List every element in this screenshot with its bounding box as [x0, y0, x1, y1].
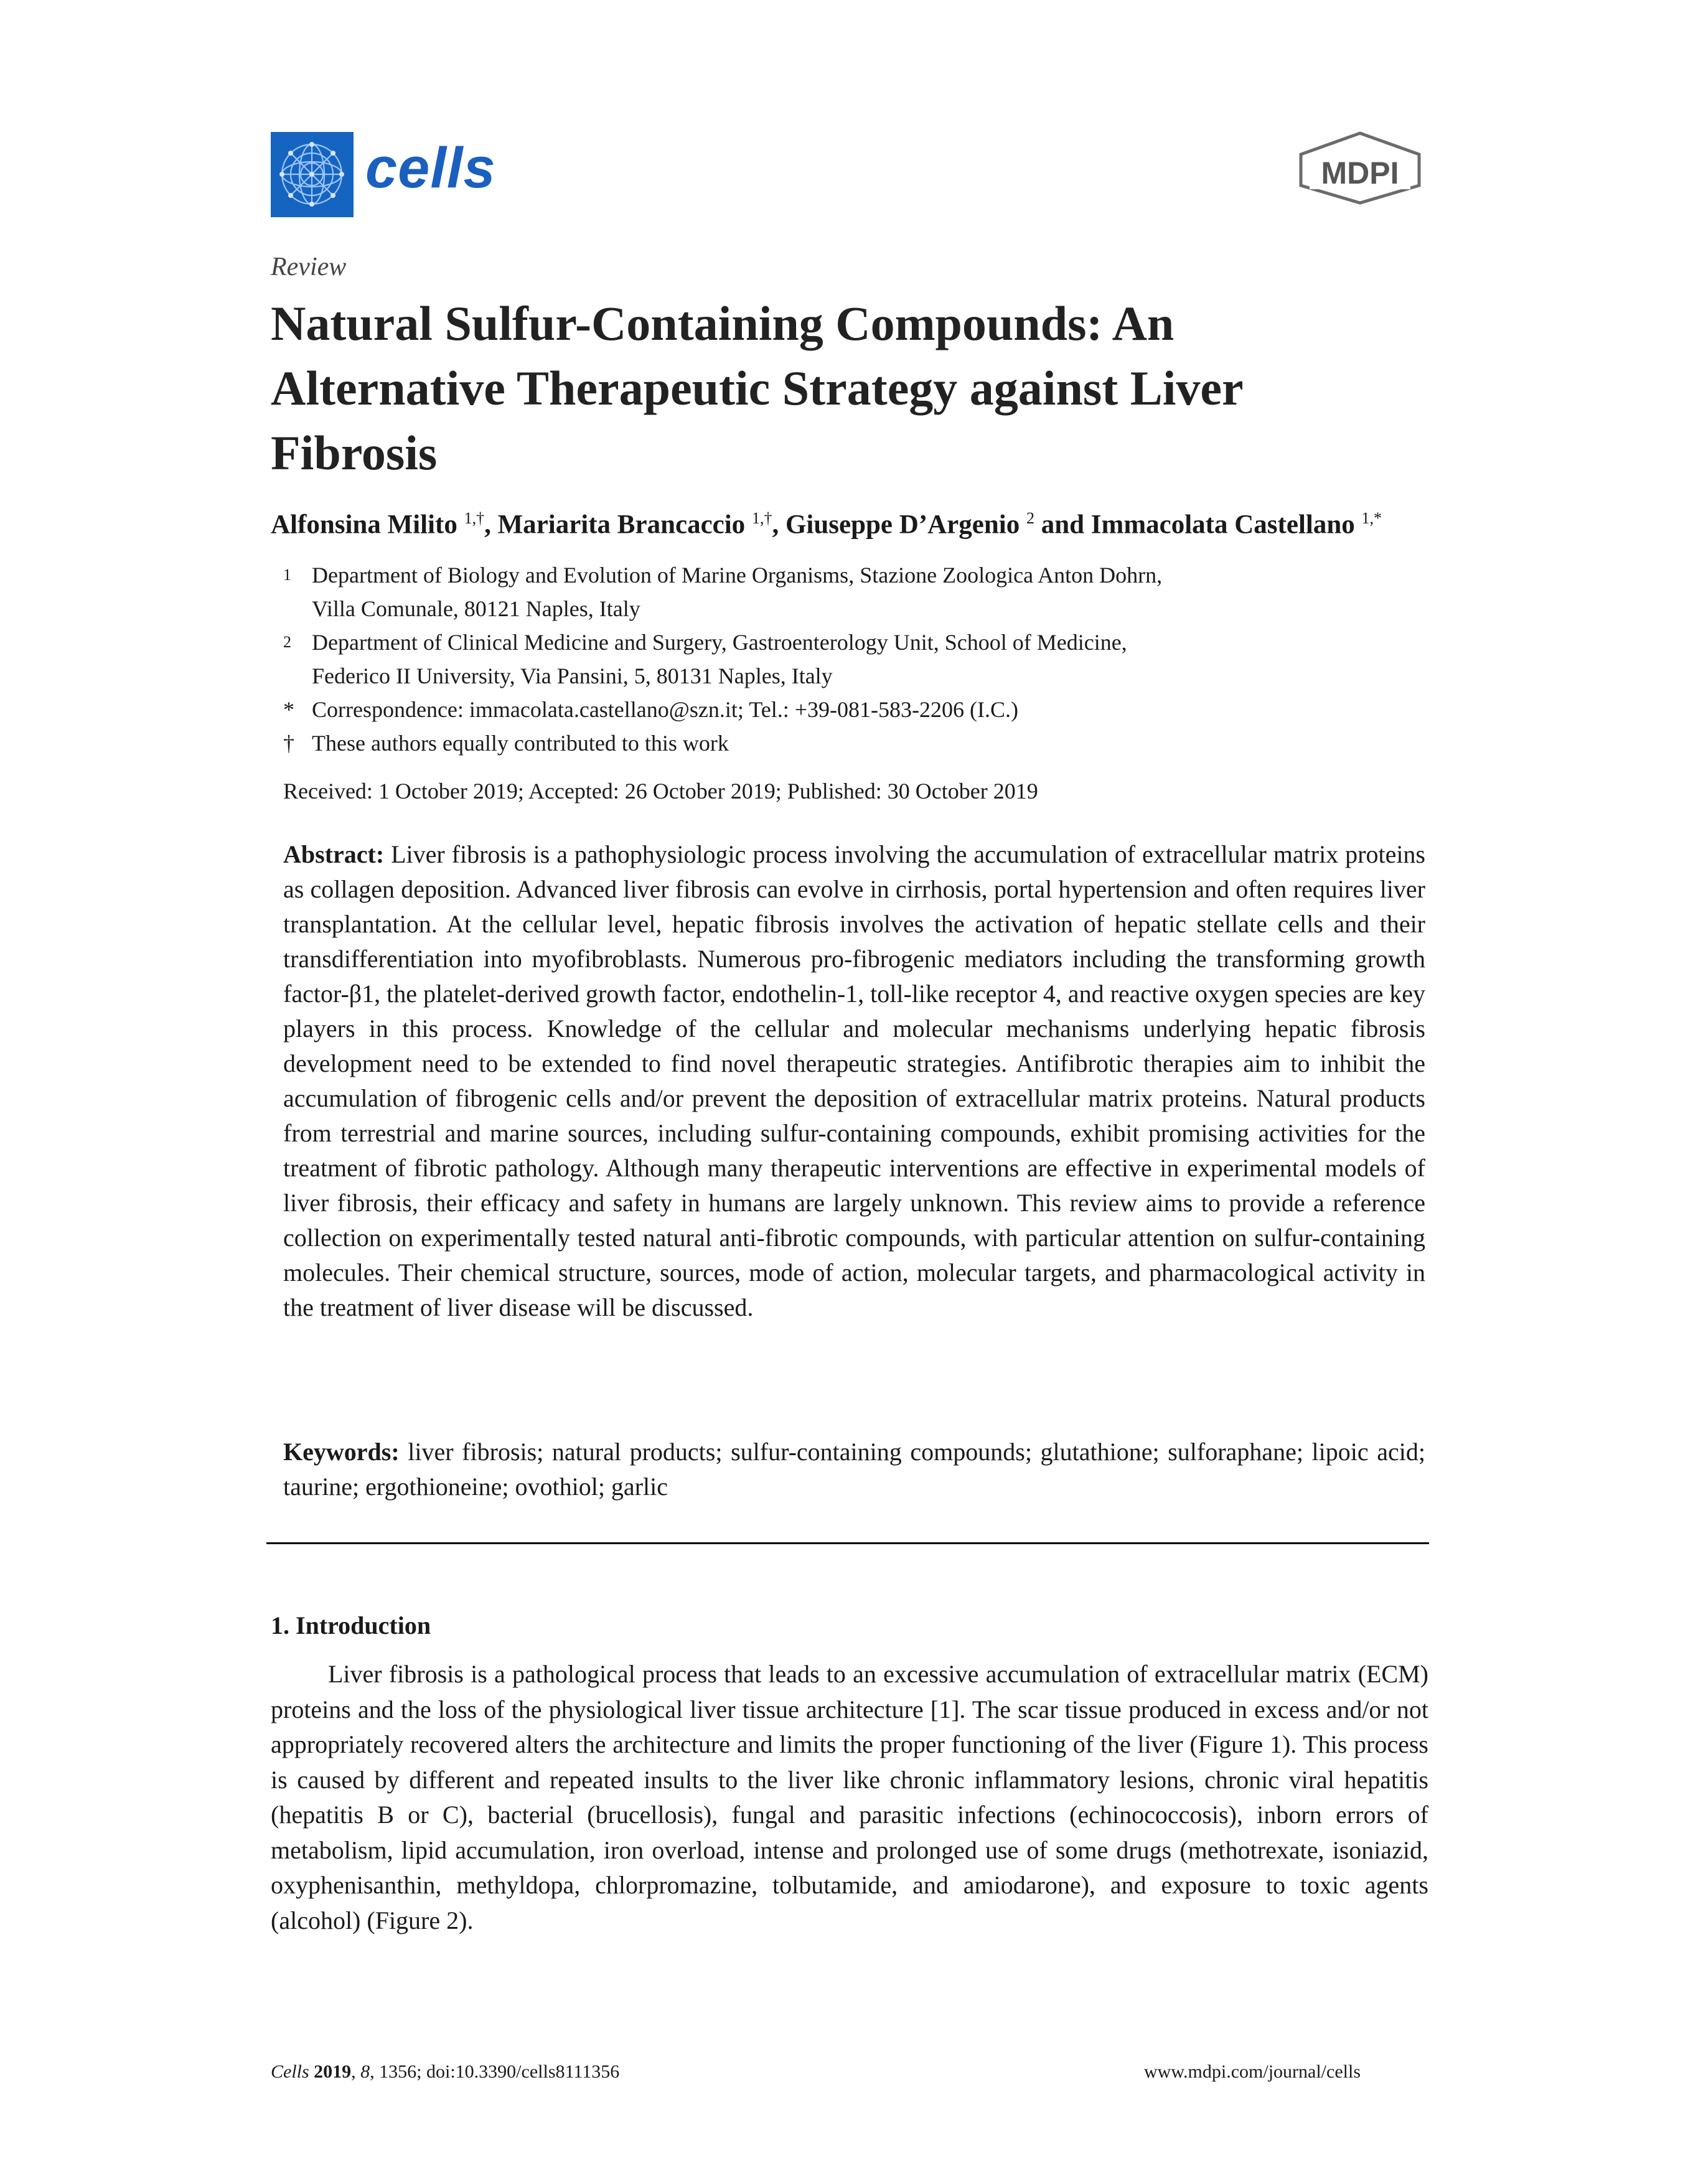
footer-doi[interactable]: , 1356; doi:10.3390/cells8111356	[370, 2061, 620, 2082]
affiliation-item	[283, 558, 1435, 626]
author-separator: and	[1034, 510, 1091, 540]
keywords-text: liver fibrosis; natural products; sulfur-containing compounds; glutathione; sulforaphane; lipoic acid; taurine; ergothioneine; ovothiol; garlic	[283, 1438, 1426, 1501]
author-name: Giuseppe D’Argenio	[785, 510, 1020, 540]
journal-logo	[271, 132, 354, 217]
citation-footer: Cells 2019, 8, 1356; doi:10.3390/cells8111356	[271, 2061, 620, 2082]
author-name: Immacolata Castellano	[1090, 510, 1355, 540]
equal-contribution-text: These authors equally contributed to this work	[312, 731, 729, 756]
author-affiliation-mark: 1,*	[1361, 509, 1382, 527]
equal-contribution-note	[283, 726, 1435, 760]
affiliation-mark: *	[283, 697, 294, 722]
keywords-label: Keywords:	[283, 1438, 400, 1466]
section-heading: 1. Introduction	[271, 1611, 431, 1639]
author-name: Mariarita Brancaccio	[497, 510, 746, 540]
author-name: Alfonsina Milito	[271, 510, 457, 540]
title-line: Alternative Therapeutic Strategy against Liver	[271, 361, 1244, 415]
article-title	[271, 291, 1453, 485]
abstract	[283, 837, 1425, 1325]
affiliation-text: Villa Comunale, 80121 Naples, Italy	[312, 596, 640, 621]
affiliation-text: Department of Clinical Medicine and Surgery, Gastroenterology Unit, School of Medicine,	[312, 630, 1127, 655]
footer-year: 2019	[314, 2061, 352, 2082]
author-affiliation-mark: 2	[1026, 509, 1034, 527]
abstract-label: Abstract:	[283, 840, 385, 868]
journal-url[interactable]: www.mdpi.com/journal/cells	[1144, 2061, 1361, 2082]
section-divider	[266, 1542, 1429, 1544]
mdpi-hexagon-icon	[1295, 131, 1425, 205]
affiliation-item	[283, 626, 1435, 693]
affiliation-text: Federico II University, Via Pansini, 5, 80131 Naples, Italy	[312, 663, 833, 688]
correspondence	[283, 693, 1435, 726]
footer-volume: 8	[360, 2061, 370, 2082]
affiliation-mark: 2	[283, 633, 291, 651]
author-separator: ,	[484, 510, 498, 540]
affiliation-text: Department of Biology and Evolution of Marine Organisms, Stazione Zoologica Anton Dohrn,	[312, 563, 1163, 588]
mdpi-logo-text: MDPI	[1321, 156, 1399, 190]
publication-dates: Received: 1 October 2019; Accepted: 26 October 2019; Published: 30 October 2019	[283, 779, 1038, 804]
author-separator: ,	[772, 510, 785, 540]
mdpi-logo	[1295, 131, 1425, 209]
footer-journal: Cells	[271, 2061, 309, 2082]
author-affiliation-mark: 1,†	[751, 509, 772, 527]
affiliation-mark: †	[283, 731, 294, 756]
title-line: Natural Sulfur-Containing Compounds: An	[271, 296, 1175, 350]
affiliation-mark: 1	[283, 566, 291, 584]
cell-sphere-icon	[271, 132, 354, 217]
journal-name: cells	[365, 136, 496, 200]
abstract-text: Liver fibrosis is a pathophysiologic process involving the accumulation of extracellular matrix proteins as collagen deposition. Advanced liver fibrosis can evolve in cirrhosis, portal hypertension and often requires liver transplantation. At the cellular level, hepatic fibrosis involves the activation of hepatic stellate cells and their transdifferentiation into myofibroblasts. Numerous pro-fibrogenic mediators including the transforming growth factor-β1, the platelet-derived growth factor, endothelin-1, toll-like receptor 4, and reactive oxygen species are key players in this process. Knowledge of the cellular and molecular mechanisms underlying hepatic fibrosis development need to be extended to find novel therapeutic strategies. Antifibrotic therapies aim to inhibit the accumulation of fibrogenic cells and/or prevent the deposition of extracellular matrix proteins. Natural products from terrestrial and marine sources, including sulfur-containing compounds, exhibit promising activities for the treatment of fibrotic pathology. Although many therapeutic interventions are effective in experimental models of liver fibrosis, their efficacy and safety in humans are largely unknown. This review aims to provide a reference collection on experimentally tested natural anti-fibrotic compounds, with particular attention on sulfur-containing molecules. Their chemical structure, sources, mode of action, molecular targets, and pharmacological activity in the treatment of liver disease will be discussed.	[283, 840, 1425, 1321]
keywords	[283, 1435, 1425, 1504]
affiliations	[283, 558, 1435, 760]
introduction-paragraph: Liver fibrosis is a pathological process that leads to an excessive accumulation of extracellular matrix (ECM) proteins and the loss of the physiological liver tissue architecture [1]. The scar tissue produced in excess and/or not appropriately recovered alters the architecture and limits the proper functioning of the liver (Figure 1). This process is caused by different and repeated insults to the liver like chronic inflammatory lesions, chronic viral hepatitis (hepatitis B or C), bacterial (brucellosis), fungal and parasitic infections (echinococcosis), inborn errors of metabolism, lipid accumulation, iron overload, intense and prolonged use of some drugs (methotrexate, isoniazid, oxyphenisanthin, methyldopa, chlorpromazine, tolbutamide, and amiodarone), and exposure to toxic agents (alcohol) (Figure 2).	[271, 1660, 1428, 1934]
author-affiliation-mark: 1,†	[464, 509, 485, 527]
author-list	[271, 509, 1382, 540]
title-line: Fibrosis	[271, 426, 438, 480]
article-type: Review	[271, 253, 347, 281]
correspondence-text[interactable]: Correspondence: immacolata.castellano@szn.it; Tel.: +39-081-583-2206 (I.C.)	[312, 697, 1018, 722]
